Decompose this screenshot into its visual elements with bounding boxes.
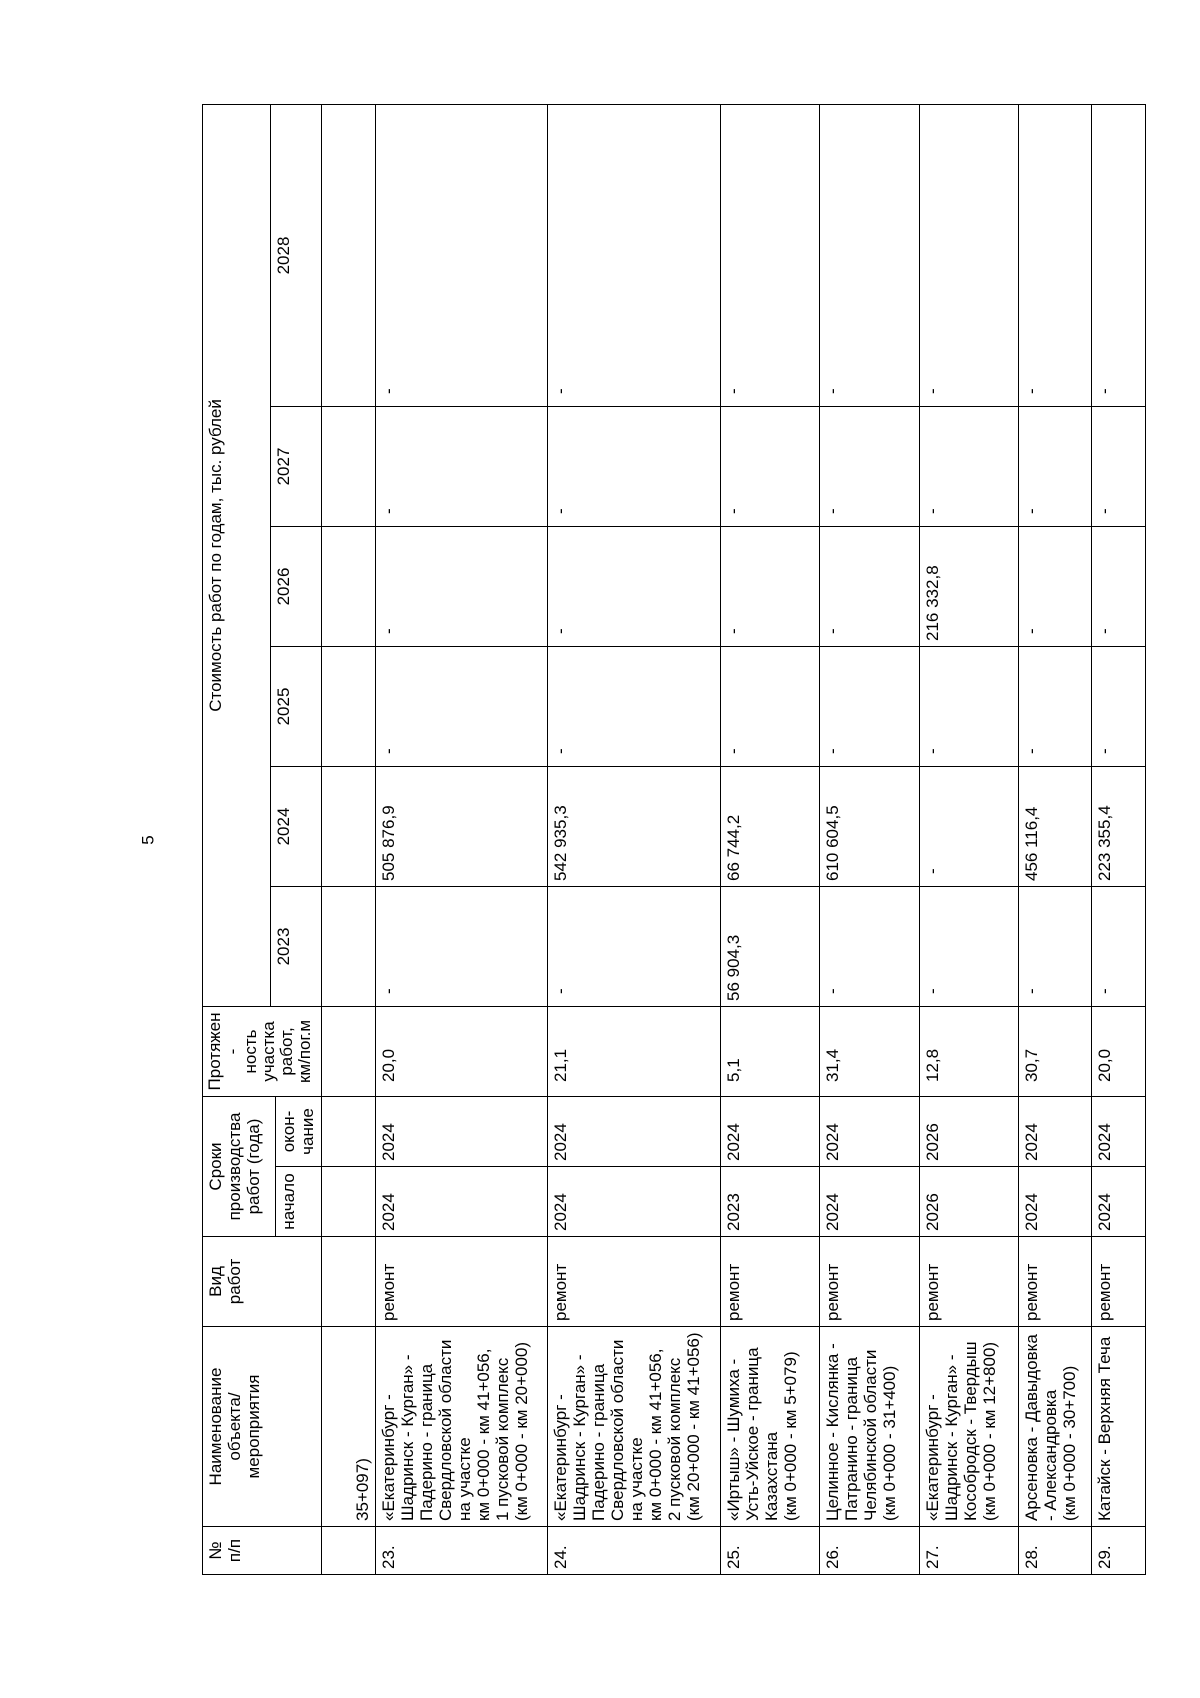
row-end: 2024 <box>820 1096 920 1166</box>
row-cost-2025: - <box>548 646 720 766</box>
row-cost-2028: - <box>376 104 548 406</box>
header-year-2027: 2027 <box>271 406 322 526</box>
row-num: 26. <box>820 1527 920 1575</box>
row-cost-2023: 56 904,3 <box>720 886 820 1006</box>
row-cost-2025: - <box>919 646 1019 766</box>
rotated-table-container <box>202 105 1146 1575</box>
header-cost: Стоимость работ по годам, тыс. рублей <box>203 104 271 1006</box>
row-length: 31,4 <box>820 1006 920 1096</box>
row-name: Арсеновка - Давыдовка - Александровка (км 0+000 - 30+700) <box>1019 1327 1092 1527</box>
row-num: 24. <box>548 1527 720 1575</box>
header-name: Наименование объекта/ мероприятия <box>203 1327 322 1527</box>
table-row <box>548 104 720 1574</box>
header-year-2025: 2025 <box>271 646 322 766</box>
row-cost-2026: - <box>376 526 548 646</box>
row-end: 2024 <box>1019 1096 1092 1166</box>
row-cost-2026: - <box>548 526 720 646</box>
row-cost-2025: - <box>720 646 820 766</box>
row-start: 2024 <box>548 1167 720 1237</box>
row-cost-2023: - <box>548 886 720 1006</box>
row-start: 2024 <box>376 1167 548 1237</box>
row-num: 28. <box>1019 1527 1092 1575</box>
row-end: 2024 <box>720 1096 820 1166</box>
row-cost-2026: - <box>820 526 920 646</box>
page-number: 5 <box>138 835 158 845</box>
row-length: 5,1 <box>720 1006 820 1096</box>
table-row <box>720 104 820 1574</box>
row-length: 30,7 <box>1019 1006 1092 1096</box>
table-row <box>919 104 1019 1574</box>
row-cost-2023: - <box>376 886 548 1006</box>
row-type: ремонт <box>1091 1237 1145 1327</box>
row-cost-2028: - <box>919 104 1019 406</box>
header-type: Вид работ <box>203 1237 322 1327</box>
row-type: ремонт <box>720 1237 820 1327</box>
row-end: 2024 <box>376 1096 548 1166</box>
row-start: 2024 <box>1091 1167 1145 1237</box>
row-cost-2028: - <box>1019 104 1092 406</box>
header-end: окон- чание <box>275 1096 322 1166</box>
row-cost-2028: - <box>1091 104 1145 406</box>
row-cost-2024: 456 116,4 <box>1019 766 1092 886</box>
row-length: 12,8 <box>919 1006 1019 1096</box>
row-cost-2027: - <box>919 406 1019 526</box>
row-length: 20,0 <box>1091 1006 1145 1096</box>
table-row <box>1091 104 1145 1574</box>
row-cost-2028: - <box>548 104 720 406</box>
row-cost-2028: - <box>720 104 820 406</box>
row-name: «Екатеринбург - Шадринск - Курган» - Кособродск - Твердыш (км 0+000 - км 12+800) <box>919 1327 1019 1527</box>
row-num: 25. <box>720 1527 820 1575</box>
row-cost-2025: - <box>820 646 920 766</box>
row-type: ремонт <box>919 1237 1019 1327</box>
table-row <box>1019 104 1092 1574</box>
row-cost-2026: - <box>1091 526 1145 646</box>
row-cost-2027: - <box>1019 406 1092 526</box>
row-end: 2026 <box>919 1096 1019 1166</box>
row-cost-2023: - <box>1019 886 1092 1006</box>
row-cost-2023: - <box>1091 886 1145 1006</box>
row-cost-2027: - <box>1091 406 1145 526</box>
row-cost-2024: 542 935,3 <box>548 766 720 886</box>
row-cost-2026: 216 332,8 <box>919 526 1019 646</box>
row-cost-2024: - <box>919 766 1019 886</box>
continuation-name: 35+097) <box>322 1327 376 1527</box>
row-name: «Екатеринбург - Шадринск - Курган» - Падерино - граница Свердловской области на участке км 0+000 - км 41+056, 1 пусковой комплекс (км 0+000 - км 20+000) <box>376 1327 548 1527</box>
row-start: 2026 <box>919 1167 1019 1237</box>
row-cost-2026: - <box>1019 526 1092 646</box>
header-year-2024: 2024 <box>271 766 322 886</box>
row-name: «Екатеринбург - Шадринск - Курган» - Падерино - граница Свердловской области на участке км 0+000 - км 41+056, 2 пусковой комплекс (км 20+000 - км 41+056) <box>548 1327 720 1527</box>
table-row <box>820 104 920 1574</box>
header-length: Протяжен- ность участка работ, км/пог.м <box>203 1006 322 1096</box>
row-cost-2025: - <box>376 646 548 766</box>
row-start: 2024 <box>1019 1167 1092 1237</box>
row-end: 2024 <box>548 1096 720 1166</box>
row-cost-2024: 223 355,4 <box>1091 766 1145 886</box>
row-cost-2025: - <box>1091 646 1145 766</box>
row-end: 2024 <box>1091 1096 1145 1166</box>
row-type: ремонт <box>376 1237 548 1327</box>
works-table <box>202 104 1146 1575</box>
row-name: Целинное - Кислянка - Патранино - граница Челябинской области (км 0+000 - 31+400) <box>820 1327 920 1527</box>
header-row-1 <box>203 104 271 1574</box>
row-type: ремонт <box>548 1237 720 1327</box>
row-cost-2024: 66 744,2 <box>720 766 820 886</box>
continuation-row <box>322 104 376 1574</box>
row-name: «Иртыш» - Шумиха - Усть-Уйское - граница Казахстана (км 0+000 - км 5+079) <box>720 1327 820 1527</box>
row-cost-2023: - <box>820 886 920 1006</box>
row-num: 27. <box>919 1527 1019 1575</box>
row-cost-2026: - <box>720 526 820 646</box>
row-cost-2024: 505 876,9 <box>376 766 548 886</box>
header-terms: Сроки производства работ (года) <box>203 1096 276 1236</box>
row-length: 21,1 <box>548 1006 720 1096</box>
row-start: 2023 <box>720 1167 820 1237</box>
row-name: Катайск - Верхняя Теча <box>1091 1327 1145 1527</box>
header-year-2026: 2026 <box>271 526 322 646</box>
table-row <box>376 104 548 1574</box>
row-cost-2027: - <box>720 406 820 526</box>
row-type: ремонт <box>820 1237 920 1327</box>
row-start: 2024 <box>820 1167 920 1237</box>
header-year-2028: 2028 <box>271 104 322 406</box>
row-cost-2024: 610 604,5 <box>820 766 920 886</box>
row-length: 20,0 <box>376 1006 548 1096</box>
row-cost-2025: - <box>1019 646 1092 766</box>
row-cost-2027: - <box>548 406 720 526</box>
row-cost-2027: - <box>820 406 920 526</box>
header-start: начало <box>275 1167 322 1237</box>
row-num: 29. <box>1091 1527 1145 1575</box>
row-cost-2027: - <box>376 406 548 526</box>
row-type: ремонт <box>1019 1237 1092 1327</box>
row-num: 23. <box>376 1527 548 1575</box>
header-year-2023: 2023 <box>271 886 322 1006</box>
header-num: № п/п <box>203 1527 322 1575</box>
row-cost-2028: - <box>820 104 920 406</box>
row-cost-2023: - <box>919 886 1019 1006</box>
